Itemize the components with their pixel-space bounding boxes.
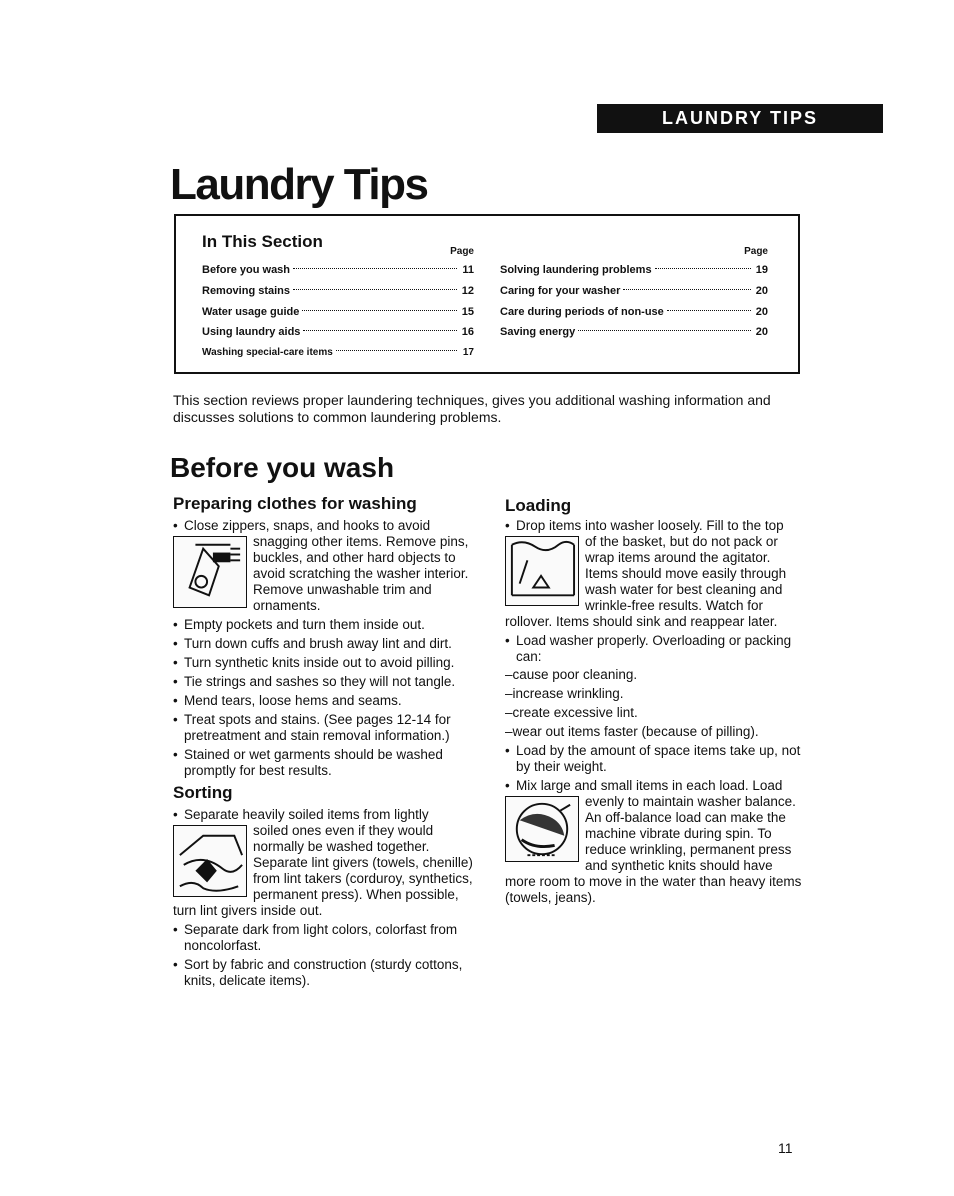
toc-leader	[303, 330, 457, 331]
list-item-text: evenly to maintain washer balance. An off-balance load can make the machine vibrate during spin. To reduce wrinkling, permanent press and synthetic knits should have more room to move in the water than heavy items (towels, jeans).	[505, 794, 802, 905]
list-item	[173, 712, 475, 744]
list-item: –cause poor cleaning.	[505, 667, 638, 682]
toc-leader	[336, 350, 457, 351]
toc-entry-page: 16	[461, 326, 474, 339]
toc-leader	[667, 310, 751, 311]
list-item-text: Treat spots and stains. (See pages 12-14 for pretreatment and stain removal information.)	[184, 712, 451, 743]
list-item-text: snagging other items. Remove pins, buckles, and other hard objects to avoid scratching the washer interior. Remove unwashable trim and ornaments.	[253, 534, 469, 613]
washer-tub-icon	[506, 537, 578, 605]
toc-column-right	[500, 246, 768, 343]
list-item	[173, 518, 475, 614]
laundry-pile-icon	[174, 826, 246, 896]
sorting-illustration	[173, 825, 247, 897]
toc-entry[interactable]	[500, 322, 768, 343]
toc-entry[interactable]	[202, 322, 474, 343]
overload-effects-list	[505, 667, 807, 740]
loading-list	[505, 518, 807, 906]
list-item-text: Close zippers, snaps, and hooks to avoid	[184, 518, 431, 533]
toc-leader	[293, 289, 457, 290]
list-item	[173, 807, 475, 919]
toc-entry-page: 20	[755, 305, 768, 318]
toc-entry[interactable]	[202, 302, 474, 323]
toc-entry-title: Saving energy	[500, 326, 576, 339]
sorting-heading: Sorting	[173, 783, 233, 802]
list-item-text: Stained or wet garments should be washed promptly for best results.	[184, 747, 443, 778]
list-item-text: of the basket, but do not pack or wrap items around the agitator. Items should move easily through wash water for best cleaning and wrinkle-free results. Watch for rollover. Items should sink and reappear later.	[505, 534, 787, 629]
toc-entry[interactable]	[202, 343, 474, 364]
toc-entry[interactable]	[202, 260, 474, 281]
sorting-list	[173, 807, 475, 989]
toc-page-label: Page	[744, 246, 768, 257]
list-item	[173, 922, 475, 954]
page-number: 11	[778, 1140, 793, 1156]
list-item-text: Load washer properly. Overloading or packing can:	[516, 633, 792, 664]
toc-leader	[623, 289, 751, 290]
list-item-text: Mix large and small items in each load. Load	[516, 778, 783, 793]
preparing-list	[173, 518, 475, 779]
loading-heading: Loading	[505, 496, 572, 515]
list-item-text: Empty pockets and turn them inside out.	[184, 617, 425, 632]
list-item: –increase wrinkling.	[505, 686, 624, 701]
toc-entry[interactable]	[202, 281, 474, 302]
zipper-icon	[174, 537, 246, 607]
toc-entry-page: 12	[461, 284, 474, 297]
toc-entry[interactable]	[500, 260, 768, 281]
toc-heading: In This Section	[202, 232, 323, 251]
clothes-in-tub-icon	[506, 797, 578, 861]
list-item	[173, 693, 475, 709]
section-banner-label: LAUNDRY TIPS	[661, 108, 818, 128]
list-item	[505, 518, 807, 630]
toc-entry-page: 17	[462, 347, 474, 359]
toc-entry-title: Before you wash	[202, 264, 291, 276]
toc-entry-page: 15	[461, 305, 474, 318]
loading-illustration	[505, 536, 579, 606]
list-item-text: soiled ones even if they would normally be washed together. Separate lint givers (towels, chenille) from lint takers (corduroy, synthetics, permanent press). When possible, turn lint givers inside out.	[173, 823, 473, 918]
toc-entry-title: Washing special-care items	[202, 347, 333, 359]
list-item-text: Sort by fabric and construction (sturdy cottons, knits, delicate items).	[184, 957, 463, 988]
list-item	[173, 674, 475, 690]
toc-entry[interactable]	[500, 302, 768, 323]
balance-illustration	[505, 796, 579, 862]
list-item	[173, 636, 475, 652]
list-item-text: Mend tears, loose hems and seams.	[184, 693, 402, 708]
toc-entry-page: 20	[755, 326, 768, 339]
list-item	[505, 743, 807, 775]
toc-entry-title: Solving laundering problems	[500, 264, 652, 276]
toc-entry-title: Removing stains	[202, 284, 291, 297]
page-title: Laundry Tips	[170, 160, 428, 209]
list-item	[505, 633, 807, 740]
toc-leader	[578, 330, 751, 331]
toc-page-label: Page	[450, 246, 474, 257]
list-item	[173, 655, 475, 671]
list-item-text: Turn down cuffs and brush away lint and dirt.	[184, 636, 452, 651]
intro-paragraph: This section reviews proper laundering techniques, gives you additional washing information and discusses solutions to common laundering problems.	[173, 392, 771, 425]
list-item-text: Load by the amount of space items take up, not by their weight.	[516, 743, 801, 774]
toc-entry-title: Care during periods of non-use	[500, 305, 664, 318]
toc-entry-page: 19	[755, 264, 768, 276]
zipper-illustration	[173, 536, 247, 608]
list-item: –wear out items faster (because of pilling).	[505, 724, 759, 739]
toc-entry-title: Water usage guide	[202, 305, 300, 318]
list-item	[505, 778, 807, 906]
toc-leader	[302, 310, 457, 311]
list-item-text: Separate heavily soiled items from lightly	[184, 807, 429, 822]
list-item-text: Separate dark from light colors, colorfast from noncolorfast.	[184, 922, 458, 953]
toc-entry-title: Using laundry aids	[202, 326, 301, 339]
toc-entry-page: 11	[462, 264, 474, 276]
toc-entry-page: 20	[755, 284, 768, 297]
toc-leader	[655, 268, 751, 269]
list-item	[173, 747, 475, 779]
toc-leader	[293, 268, 457, 269]
list-item-text: Turn synthetic knits inside out to avoid pilling.	[184, 655, 455, 670]
loading-section	[505, 498, 807, 909]
list-item-text: Tie strings and sashes so they will not tangle.	[184, 674, 456, 689]
list-item-text: Drop items into washer loosely. Fill to the top	[516, 518, 784, 533]
list-item: –create excessive lint.	[505, 705, 638, 720]
section-heading: Before you wash	[170, 452, 395, 483]
list-item	[173, 617, 475, 633]
toc-box	[174, 214, 800, 374]
toc-column-left	[202, 246, 474, 364]
list-item	[173, 957, 475, 989]
toc-entry-title: Caring for your washer	[500, 284, 621, 297]
toc-entry[interactable]	[500, 281, 768, 302]
preparing-section	[173, 496, 475, 992]
preparing-heading: Preparing clothes for washing	[173, 494, 417, 513]
section-banner	[597, 104, 883, 133]
